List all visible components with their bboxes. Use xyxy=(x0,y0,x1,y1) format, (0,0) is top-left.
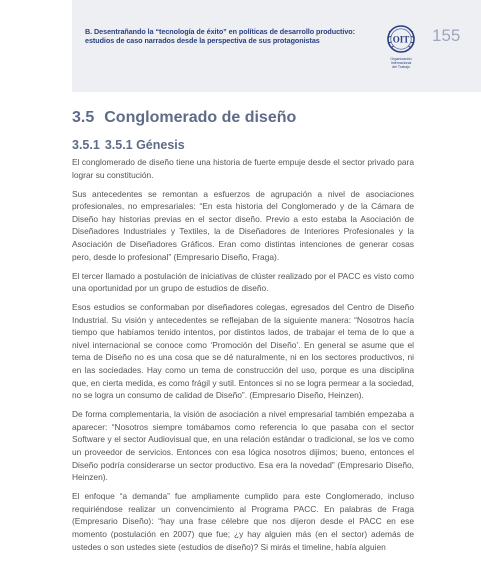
running-head-line-1: B. Desentrañando la “tecnología de éxito” en políticas de desarrollo productivo: xyxy=(85,27,355,36)
paragraph: El conglomerado de diseño tiene una historia de fuerte empuje desde el sector privado para lograr su constitución. xyxy=(72,157,414,180)
subsection-heading xyxy=(72,138,185,152)
running-head-line-2: estudios de caso narrados desde la perspectiva de sus protagonistas xyxy=(85,36,320,45)
logo-caption xyxy=(384,57,418,69)
paragraph: El tercer llamado a postulación de iniciativas de clúster realizado por el PACC es visto como una oportunidad por un grupo de estudios de diseño. xyxy=(72,270,414,294)
logo-caption-line-1: Organización xyxy=(390,57,412,61)
subsection-title-text: 3.5.1 Génesis xyxy=(104,138,185,152)
section-number: 3.5 xyxy=(72,109,95,126)
section-heading xyxy=(72,109,296,127)
paragraph: El enfoque “a demanda” fue ampliamente cumplido para este Conglomerado, incluso requiriéndose realizar un convencimiento al Programa PACC. En palabras de Fraga (Empresario Diseño): “hay una frase célebre que nos dijeron desde el PACC en ese momento (postulación en 2007) que fue; ¿y hay alguien más (en el sector) además de ustedes o son ustedes siete (estudios de diseño)? Si mirás el timeline, había alguien xyxy=(72,491,414,552)
page-number: 155 xyxy=(432,26,461,45)
section-title-text: Conglomerado de diseño xyxy=(104,109,297,126)
logo-caption-line-3: del Trabajo xyxy=(392,65,410,70)
body-text xyxy=(72,156,414,560)
logo-caption-line-2: Internacional xyxy=(390,61,412,66)
paragraph: Esos estudios se conformaban por diseñadores colegas, egresados del Centro de Diseño Industrial. Su visión y antecedentes se reflejaban de la siguiente manera: “Nosotros hacía tiempo que habíamos tenido intentos, por distintos lados, de trabajar el tema de lo que a nivel internacional se conoce como ‘Promoción del Diseño’. En general se asume que el tema de Diseño no es una cosa que se dé naturalmente, ni en los sectores productivos, ni en las sociedades. Hay como un tema de construcción del uso, porque es una disciplina que, en cierta medida, es como frágil y sutil. Entonces si no se logra permear a la sociedad, no se logra un consumo de calidad de Diseño”. (Empresario Diseño, Heinzen). xyxy=(72,302,414,401)
ilo-emblem-icon xyxy=(384,24,418,56)
paragraph: De forma complementaria, la visión de asociación a nivel empresarial también empezaba a aparecer: “Nosotros siempre tomábamos como referencia lo que pasaba con el sector Software y el sector Audiovisual que, en una relación estándar o tradicional, se los ve como un proveedor de servicios. Entonces con esa lógica nosotros dijimos; bueno, entonces el Diseño podría considerarse un sector productivo. Esa era la novedad” (Empresario Diseño, Heinzen). xyxy=(72,409,414,483)
running-head xyxy=(85,27,375,45)
logo-acronym: OIT xyxy=(392,34,410,45)
page-header xyxy=(72,0,481,92)
paragraph: Sus antecedentes se remontan a esfuerzos de agrupación a nivel de asociaciones profesionales, no empresariales: “En esta historia del Conglomerado y de la Cámara de Diseño hay historias previas en el sector diseño. Previo a esto estaba la Asociación de Diseñadores Industriales y Textiles, la de Diseñadores de Interiores Profesionales y la Asociación de Diseñadores Gráficos. Eran como distintas intenciones de generar cosas pero, desde lo profesional” (Empresario Diseño, Fraga). xyxy=(72,188,414,262)
subsection-number: 3.5.1 xyxy=(72,138,100,152)
ilo-logo xyxy=(384,24,418,74)
